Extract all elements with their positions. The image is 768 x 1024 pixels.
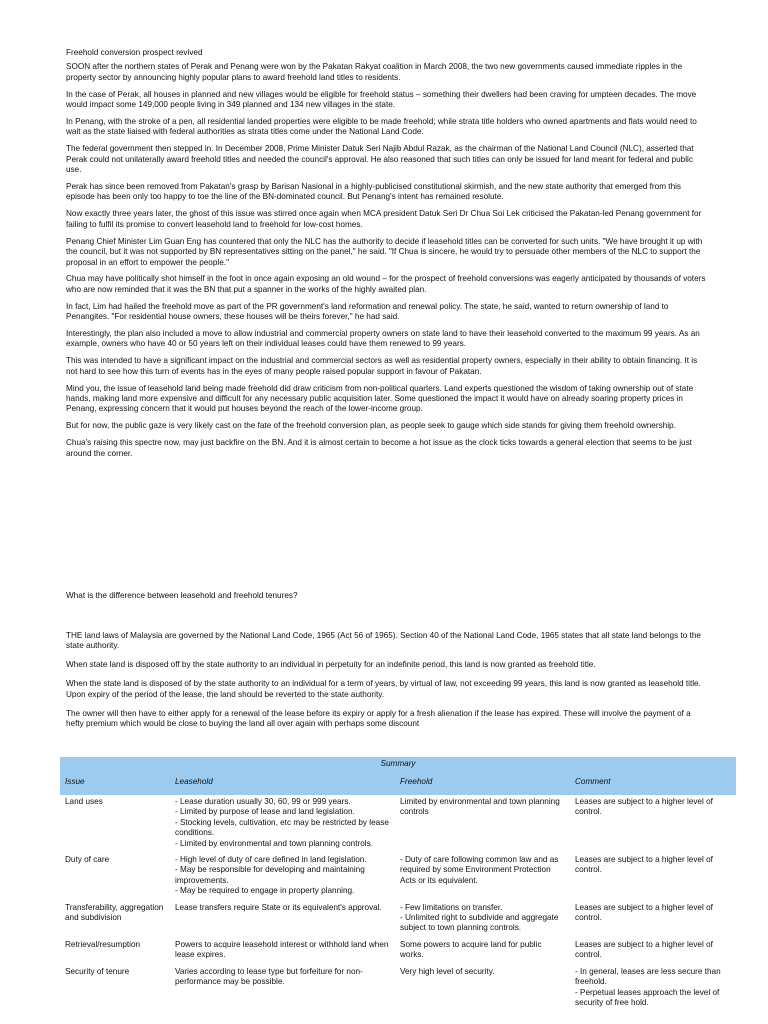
article-paragraph: The federal government then stepped in. In December 2008, Prime Minister Datuk Seri Najib Abdul Razak, as the chairman of the National Land Council (NLC), asserted that Perak could not unilaterally award freehold titles and needed the council's approval. He also reasoned that such titles can only be issued for land meant for federal and public use.	[66, 144, 694, 175]
freehold-cell	[395, 854, 570, 902]
cell-line: - May be responsible for developing and maintaining improvements.	[175, 865, 365, 885]
cell-line: - Unlimited right to subdivide and aggregate subject to town planning controls.	[400, 913, 559, 933]
cell-line: - In general, leases are less secure than freehold.	[575, 966, 721, 987]
table-row	[60, 901, 736, 938]
article-paragraph: But for now, the public gaze is very likely cast on the fate of the freehold conversion plan, as people seek to gauge which side stands for giving them freehold ownership.	[66, 421, 676, 431]
explanation-paragraph: When the state land is disposed of by the state authority to an individual for a term of years, by virtual of law, not exceeding 99 years, this land is now granted as leasehold title. Upon expiry of the period of the lease, the land should be reverted to the state authority.	[66, 679, 701, 699]
cell-line: - Perpetual leases approach the level of security of free hold.	[575, 987, 720, 1007]
cell-line: Leases are subject to a higher level of control.	[575, 855, 713, 875]
article-paragraph: In fact, Lim had hailed the freehold move as part of the PR government's land reformation and renewal policy. The state, he said, wanted to return ownership of land to Penangites. "For residential house owners, these houses will be theirs forever," he had said.	[66, 301, 669, 322]
summary-caption-row	[60, 757, 736, 777]
header-leasehold: Leasehold	[170, 777, 395, 796]
cell-line: - Lease duration usually 30, 60, 99 or 999 years.	[175, 797, 351, 806]
table-row	[60, 854, 736, 902]
leasehold-cell	[170, 796, 395, 854]
article-paragraph: Chua may have politically shot himself in the foot in once again exposing an old wound – for the prospect of freehold conversions was eagerly anticipated by thousands of voters who are now reminded that it was the BN that put a spanner in the works of the highly awaited plan.	[66, 274, 706, 294]
article-paragraph: Mind you, the issue of leasehold land being made freehold did draw criticism from non-political quarters. Land experts questioned the wisdom of taking ownership out of state hands, making land more expensive and difficult for any necessary public acquisition later. Some questioned the impact it would have on already soaring property prices in Penang, expressing concern that it would put houses beyond the reach of the lower-income group.	[66, 383, 694, 414]
cell-line: Lease transfers require State or its equivalent's approval.	[175, 902, 382, 912]
article-paragraph: Perak has since been removed from Pakatan's grasp by Barisan Nasional in a highly-publicised constitutional skirmish, and the new state authority that emerged from this episode has been only too happy to toe the line of the BN-dominated council. But Penang's intent has remained resolute.	[66, 182, 682, 202]
cell-line: Some powers to acquire land for public works.	[400, 939, 542, 960]
cell-line: - Limited by purpose of lease and land legislation.	[175, 807, 355, 817]
explanation-paragraph: The owner will then have to either apply for a renewal of the lease before its expiry or apply for a fresh alienation if the lease has expired. These will involve the payment of a hefty premium which would be close to buying the land all over again with perhaps some discount	[66, 708, 691, 728]
article-paragraph: In Penang, with the stroke of a pen, all residential landed properties were eligible to be made freehold; while strata title holders who owned apartments and flats would need to wait as the state liaised with federal authorities as strata titles come under the National Land Code.	[66, 117, 697, 137]
issue-cell: Transferability, aggregation and subdivision	[60, 901, 170, 938]
comment-cell	[570, 901, 736, 938]
comment-cell	[570, 965, 736, 1012]
summary-caption: Summary	[60, 757, 736, 777]
cell-line: Very high level of security.	[400, 966, 495, 976]
comment-cell	[570, 938, 736, 965]
header-comment: Comment	[570, 777, 736, 796]
table-row	[60, 796, 736, 854]
leasehold-cell	[170, 965, 395, 1012]
issue-cell: Retrieval/resumption	[60, 938, 170, 965]
cell-line: Leases are subject to a higher level of control.	[575, 797, 713, 817]
article-paragraph: This was intended to have a significant impact on the industrial and commercial sectors as well as residential property owners, especially in their ability to obtain financing. It is not hard to see how this turn of events has in the eyes of many people raised popular support in favour of Pakatan.	[66, 356, 698, 376]
comment-cell	[570, 854, 736, 902]
article-paragraph: SOON after the northern states of Perak and Penang were won by the Pakatan Rakyat coalition in March 2008, the two new governments caused immediate ripples in the property sector by announcing highly popular plans to award freehold land titles to residents.	[66, 62, 683, 82]
leasehold-cell	[170, 938, 395, 965]
article-paragraph: Interestingly, the plan also included a move to allow industrial and commercial property owners on state land to have their leasehold converted to the maximum 99 years. As an example, owners who have 40 or 50 years left on their individual leases could have them renewed to 99 years.	[66, 329, 700, 349]
summary-header-row	[60, 777, 736, 796]
cell-line: Limited by environmental and town planning controls	[400, 797, 560, 817]
comment-cell	[570, 796, 736, 854]
cell-line: - Duty of care following common law and as required by some Environment Protection Acts or its equivalent.	[400, 855, 559, 885]
cell-line: - Stocking levels, cultivation, etc may be restricted by lease conditions.	[175, 817, 389, 838]
article-paragraph: Penang Chief Minister Lim Guan Eng has countered that only the NLC has the authority to decide if leasehold titles can be converted for such units. "We have brought it up with the council, but it was not supported by BN representatives sitting on the panel," he said. "If Chua is sincere, he would try to persuade other members of the NLC to support the proposal in an effort to empower the people."	[66, 236, 703, 267]
table-row	[60, 965, 736, 1012]
issue-cell: Land uses	[60, 796, 170, 854]
issue-cell: Duty of care	[60, 854, 170, 902]
explanation	[66, 631, 706, 738]
summary-table	[60, 757, 736, 1012]
cell-line: - High level of duty of care defined in land legislation.	[175, 855, 367, 865]
issue-cell: Security of tenure	[60, 965, 170, 1012]
freehold-cell	[395, 901, 570, 938]
cell-line: Powers to acquire leasehold interest or withhold land when lease expires.	[175, 939, 389, 960]
explanation-paragraph: When state land is disposed off by the state authority to an individual in perpetuity for an indefinite period, this land is now granted as freehold title.	[66, 660, 596, 670]
cell-line: Leases are subject to a higher level of control.	[575, 902, 713, 923]
explanation-paragraph: THE land laws of Malaysia are governed by the National Land Code, 1965 (Act 56 of 1965). Section 40 of the National Land Code, 1965 states that all state land belongs to the state authority.	[66, 631, 701, 651]
freehold-cell	[395, 965, 570, 1012]
leasehold-cell	[170, 901, 395, 938]
cell-line: - Few limitations on transfer.	[400, 902, 503, 912]
article	[66, 48, 706, 466]
question-title: What is the difference between leasehold and freehold tenures?	[66, 591, 298, 600]
freehold-cell	[395, 938, 570, 965]
cell-line: - Limited by environmental and town planning controls.	[175, 838, 373, 848]
article-paragraph: In the case of Perak, all houses in planned and new villages would be eligible for freehold status – something their dwellers had been craving for umpteen decades. The move would impact some 149,000 people living in 349 planned and 134 new villages in the state.	[66, 89, 697, 110]
leasehold-cell	[170, 854, 395, 902]
cell-line: Leases are subject to a higher level of control.	[575, 939, 713, 960]
cell-line: - May be required to engage in property planning.	[175, 886, 355, 896]
freehold-cell	[395, 796, 570, 854]
table-row	[60, 938, 736, 965]
header-freehold: Freehold	[395, 777, 570, 796]
article-title: Freehold conversion prospect revived	[66, 48, 203, 57]
article-paragraph: Chua's raising this spectre now, may just backfire on the BN. And it is almost certain to become a hot issue as the clock ticks towards a general election that seems to be just around the corner.	[66, 438, 692, 458]
article-paragraph: Now exactly three years later, the ghost of this issue was stirred once again when MCA president Datuk Seri Dr Chua Soi Lek criticised the Pakatan-led Penang government for failing to fulfil its promise to convert leasehold land to freehold for low-cost homes.	[66, 209, 702, 229]
cell-line: Varies according to lease type but forfeiture for non-performance may be possible.	[175, 966, 363, 987]
header-issue: Issue	[60, 777, 170, 796]
